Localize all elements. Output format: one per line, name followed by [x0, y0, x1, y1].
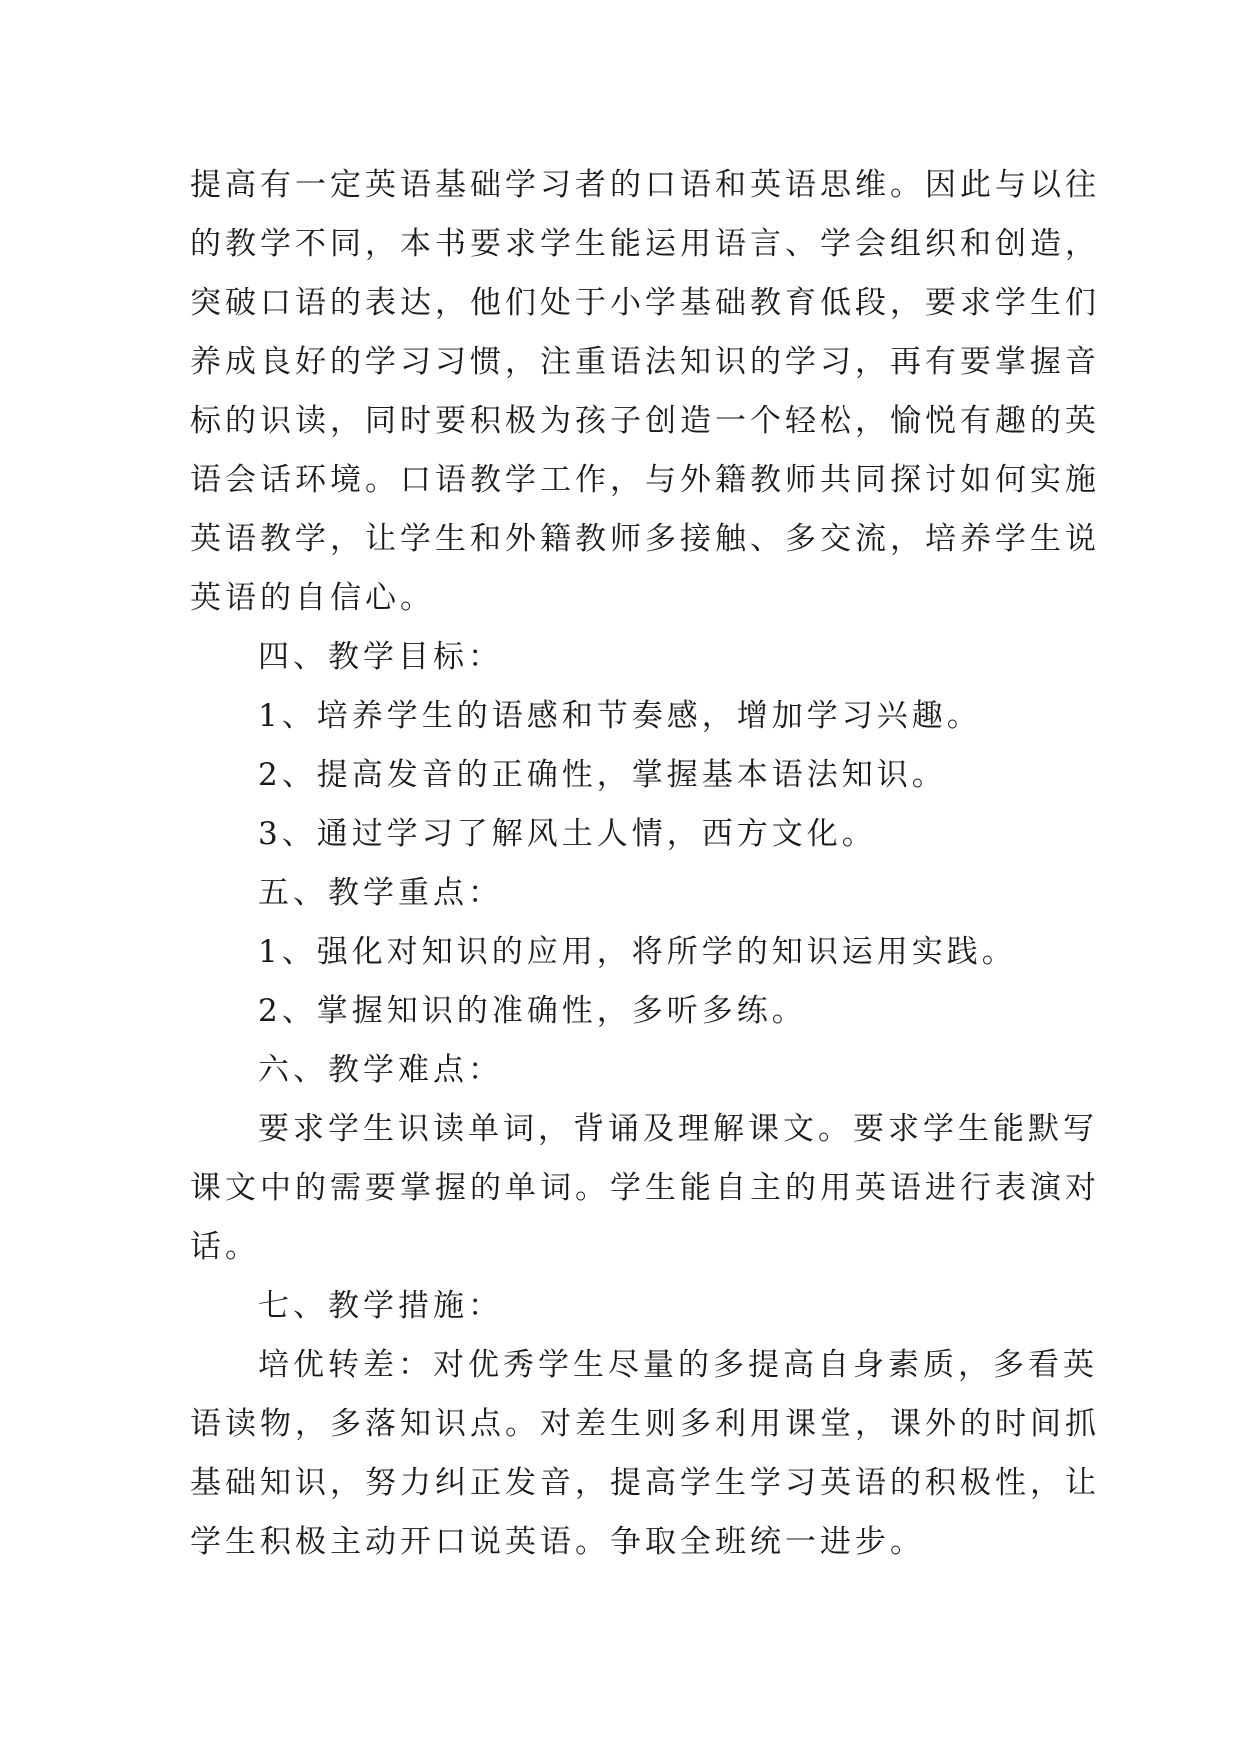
document-body	[190, 156, 1100, 1572]
paragraph-intro-line-3: 突破口语的表达，他们处于小学基础教育低段，要求学生们	[190, 285, 1100, 321]
paragraph-difficulty-line-2: 课文中的需要掌握的单词。学生能自主的用英语进行表演对	[190, 1170, 1100, 1206]
paragraph-measures-line-3: 基础知识，努力纠正发音，提高学生学习英语的积极性，让	[190, 1465, 1100, 1501]
paragraph-intro-line-5: 标的识读，同时要积极为孩子创造一个轻松，愉悦有趣的英	[190, 403, 1100, 439]
section-heading-teaching-goals: 四、教学目标：	[258, 639, 503, 675]
section-heading-teaching-difficulties: 六、教学难点：	[258, 1052, 503, 1088]
section-heading-teaching-focus: 五、教学重点：	[258, 875, 503, 911]
focus-item-2: 2、掌握知识的准确性，多听多练。	[258, 993, 807, 1029]
goal-item-3: 3、通过学习了解风土人情，西方文化。	[258, 816, 877, 852]
paragraph-intro-line-6: 语会话环境。口语教学工作，与外籍教师共同探讨如何实施	[190, 462, 1100, 498]
goal-item-1: 1、培养学生的语感和节奏感，增加学习兴趣。	[258, 698, 982, 734]
paragraph-intro-line-1: 提高有一定英语基础学习者的口语和英语思维。因此与以往	[190, 167, 1100, 203]
paragraph-difficulty-line-3: 话。	[190, 1229, 260, 1265]
paragraph-measures-line-2: 语读物，多落知识点。对差生则多利用课堂，课外的时间抓	[190, 1406, 1100, 1442]
paragraph-difficulty-line-1: 要求学生识读单词，背诵及理解课文。要求学生能默写	[258, 1111, 1098, 1147]
focus-item-1: 1、强化对知识的应用，将所学的知识运用实践。	[258, 934, 1017, 970]
paragraph-measures-line-4: 学生积极主动开口说英语。争取全班统一进步。	[190, 1524, 925, 1560]
paragraph-intro-line-7: 英语教学，让学生和外籍教师多接触、多交流，培养学生说	[190, 521, 1100, 557]
paragraph-intro-line-2: 的教学不同，本书要求学生能运用语言、学会组织和创造，	[190, 226, 1100, 262]
goal-item-2: 2、提高发音的正确性，掌握基本语法知识。	[258, 757, 947, 793]
section-heading-teaching-measures: 七、教学措施：	[258, 1288, 503, 1324]
paragraph-measures-line-1: 培优转差：对优秀学生尽量的多提高自身素质，多看英	[258, 1347, 1098, 1383]
paragraph-intro-line-4: 养成良好的学习习惯，注重语法知识的学习，再有要掌握音	[190, 344, 1100, 380]
paragraph-intro-line-8: 英语的自信心。	[190, 580, 435, 616]
